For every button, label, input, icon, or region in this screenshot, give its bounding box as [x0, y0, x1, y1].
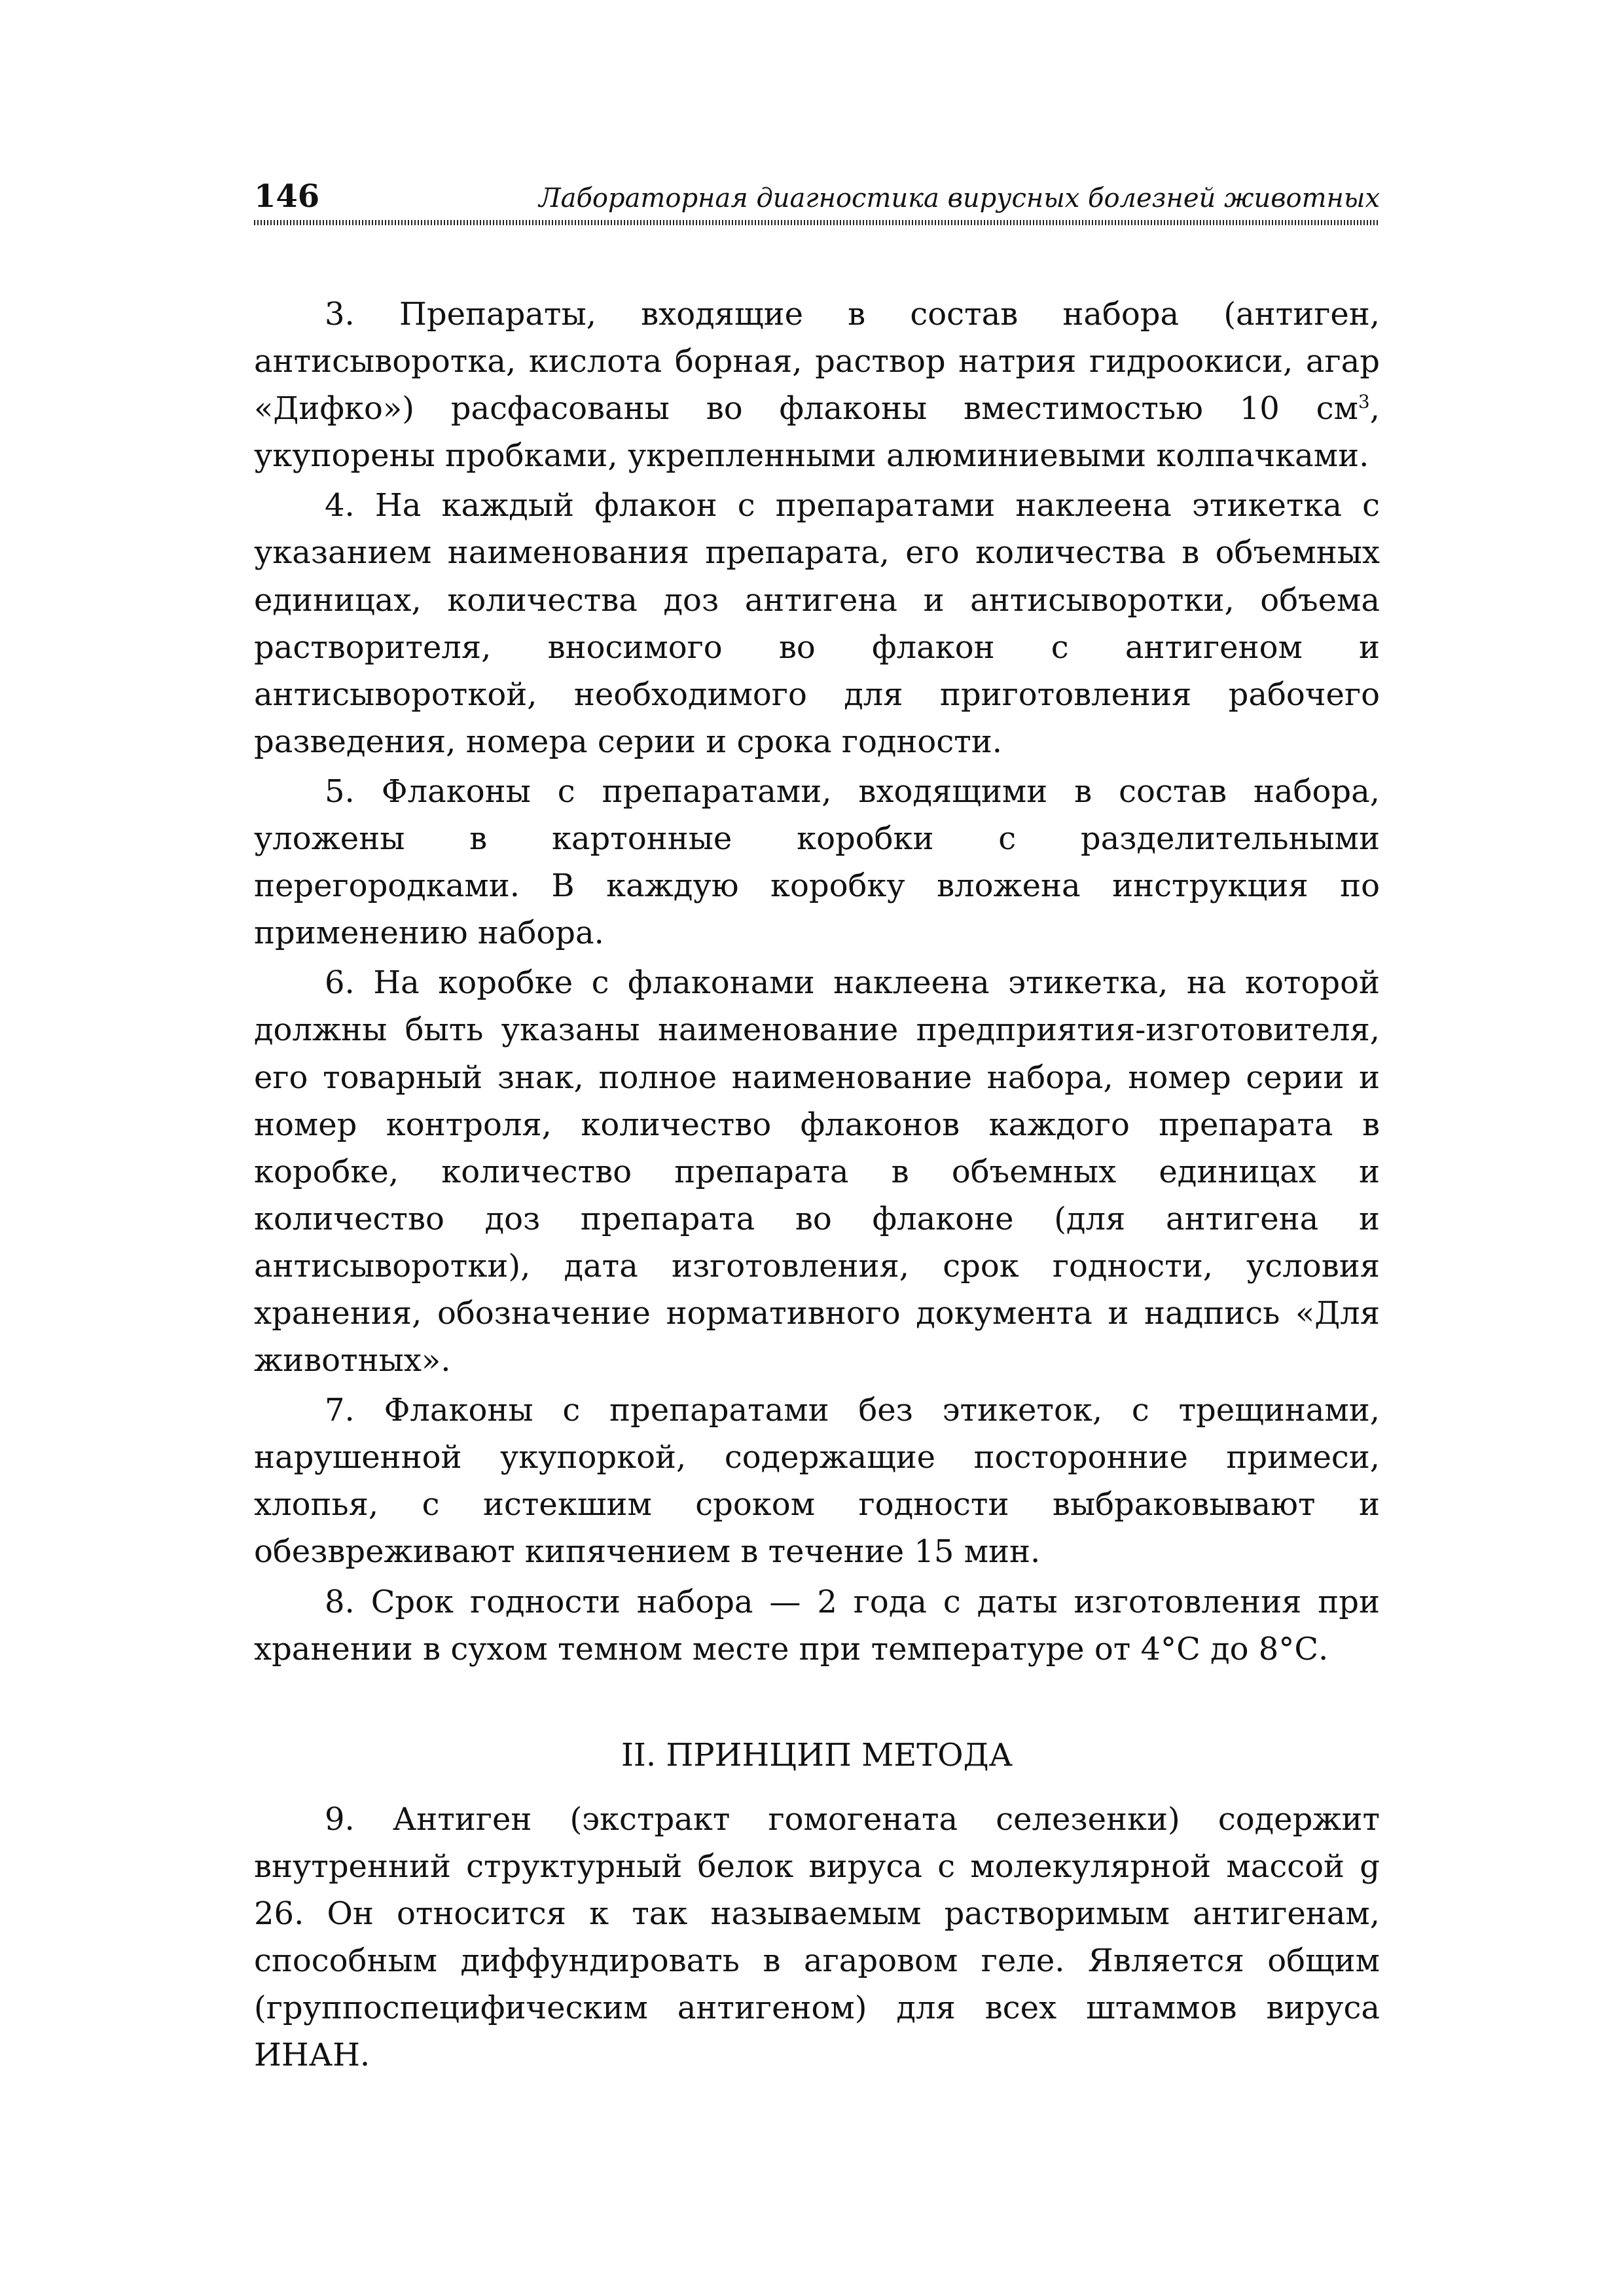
paragraph-6 [254, 959, 1380, 1384]
paragraph-text: На каждый флакон с препаратами наклеена этикетка с указанием наименования препарата, его количества в объемных единицах, количества доз антигена и антисыворотки, объема растворителя, вносимого во флакон с антигеном и антисывороткой, необходимого для приготовления рабочего разведения, номера серии и срока годности. [254, 487, 1380, 760]
paragraph-text: На коробке с флаконами наклеена этикетка, на которой должны быть указаны наименование предприятия-изготовителя, его товарный знак, полное наименование набора, номер серии и номер контроля, количество флаконов каждого препарата в коробке, количество препарата в объемных единицах и количество доз препарата во флаконе (для антигена и антисыворотки), дата изготовления, срок годности, условия хранения, обозначение нормативного документа и надпись «Для животных». [254, 964, 1380, 1379]
running-head [254, 170, 1380, 229]
paragraph-number: 7. [325, 1392, 355, 1429]
book-page [254, 170, 1380, 2079]
running-title: Лабораторная диагностика вирусных болезней животных [539, 183, 1380, 213]
paragraph-number: 4. [325, 487, 355, 524]
section-heading: II. ПРИНЦИП МЕТОДА [621, 1736, 1013, 1774]
paragraph-4 [254, 482, 1380, 765]
paragraph-text: Препараты, входящие в состав набора (антиген, антисыворотка, кислота борная, раствор натрия гидроокиси, агар «Дифко») расфасованы во флаконы вместимостью 10 $см^3$, укупорены пробками, укрепленными алюминиевыми колпачками. [254, 296, 1380, 475]
paragraph-3 [254, 291, 1380, 479]
body-text [254, 291, 1380, 2079]
superscript: 3 [1358, 391, 1370, 413]
paragraph-text: Срок годности набора — 2 года с даты изготовления при хранении в сухом темном месте при температуре от 4°С до 8°С. [254, 1583, 1380, 1667]
paragraph-5 [254, 768, 1380, 957]
paragraph-number: 3. [325, 296, 355, 333]
paragraph-text: Антиген (экстракт гомогената селезенки) содержит внутренний структурный белок вируса с молекулярной массой g 26. Он относится к так называемым растворимым антигенам, способным диффундировать в агаровом геле. Является общим (группоспецифическим антигеном) для всех штаммов вируса ИНАН. [254, 1800, 1380, 2074]
header-rule [254, 220, 1380, 225]
page-number: 146 [254, 178, 320, 215]
paragraph-number: 8. [325, 1583, 355, 1620]
paragraph-number: 5. [325, 773, 355, 810]
paragraph-7 [254, 1387, 1380, 1575]
paragraph-8 [254, 1578, 1380, 1673]
paragraph-number: 9. [325, 1800, 355, 1838]
paragraph-text: Флаконы с препаратами, входящими в состав набора, уложены в картонные коробки с разделительными перегородками. В каждую коробку вложена инструкция по применению набора. [254, 773, 1380, 952]
paragraph-text: Флаконы с препаратами без этикеток, с трещинами, нарушенной укупоркой, содержащие посторонние примеси, хлопья, с истекшим сроком годности выбраковывают и обезвреживают кипячением в течение 15 мин. [254, 1392, 1380, 1571]
paragraph-9 [254, 1796, 1380, 2079]
paragraph-number: 6. [325, 964, 355, 1002]
